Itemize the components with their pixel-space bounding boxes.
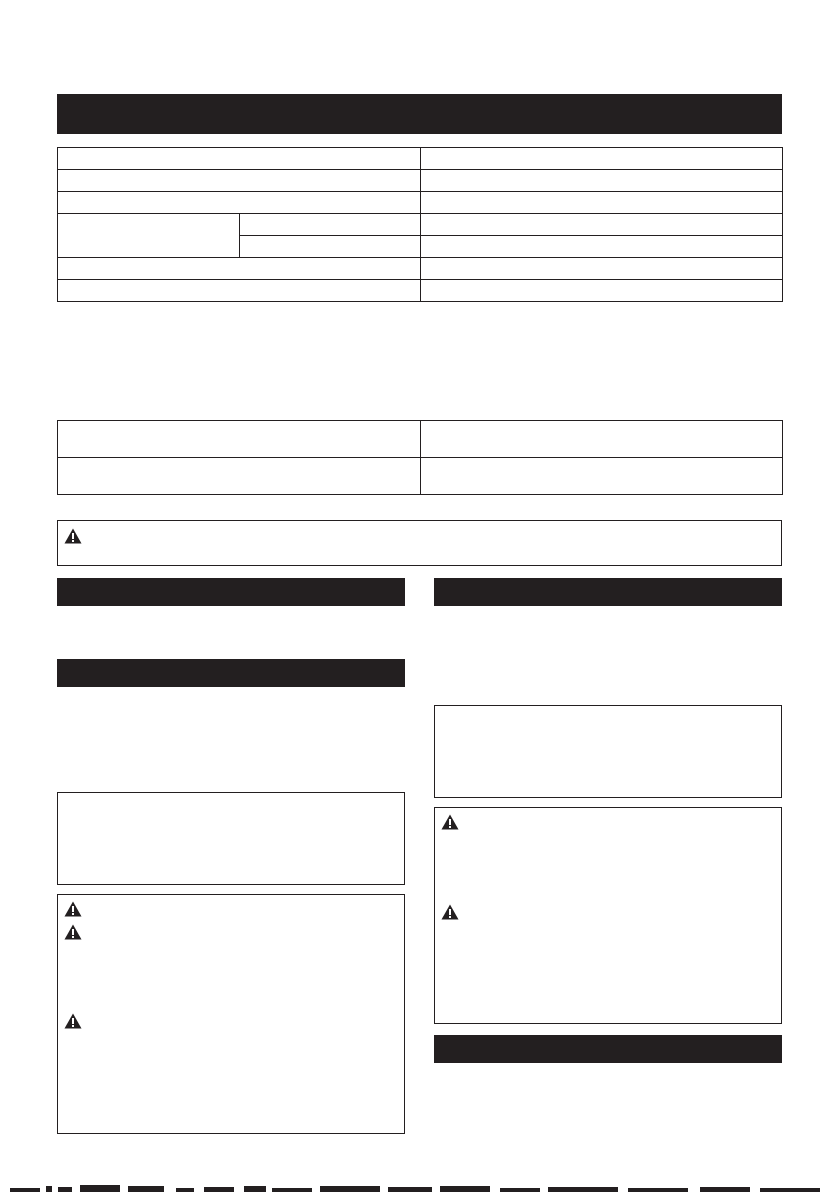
warning-triangle-icon <box>441 904 459 920</box>
table-row <box>58 148 783 170</box>
bottom-cutoff-strip <box>0 1183 840 1192</box>
table-row <box>58 458 783 495</box>
secondary-table <box>57 420 783 495</box>
table-row <box>58 214 783 236</box>
warning-triangle-icon <box>64 924 82 940</box>
left-section-header-2 <box>57 659 405 687</box>
right-warning-box <box>434 807 782 1024</box>
table-row <box>58 280 783 302</box>
specification-table <box>57 147 783 302</box>
right-section-header-1 <box>434 578 782 606</box>
table-row <box>58 192 783 214</box>
warning-triangle-icon <box>64 901 82 917</box>
warning-triangle-icon <box>64 528 82 544</box>
left-section-header-1 <box>57 578 405 606</box>
warning-triangle-icon <box>441 814 459 830</box>
table-row <box>58 258 783 280</box>
warning-notice-box <box>57 520 782 566</box>
right-note-box <box>434 705 782 798</box>
right-section-header-2 <box>434 1035 782 1063</box>
table-row <box>58 170 783 192</box>
table-row <box>58 421 783 458</box>
top-header-bar <box>57 94 782 134</box>
left-warning-box <box>57 894 405 1134</box>
left-note-box <box>57 792 405 885</box>
warning-triangle-icon <box>64 1013 82 1029</box>
